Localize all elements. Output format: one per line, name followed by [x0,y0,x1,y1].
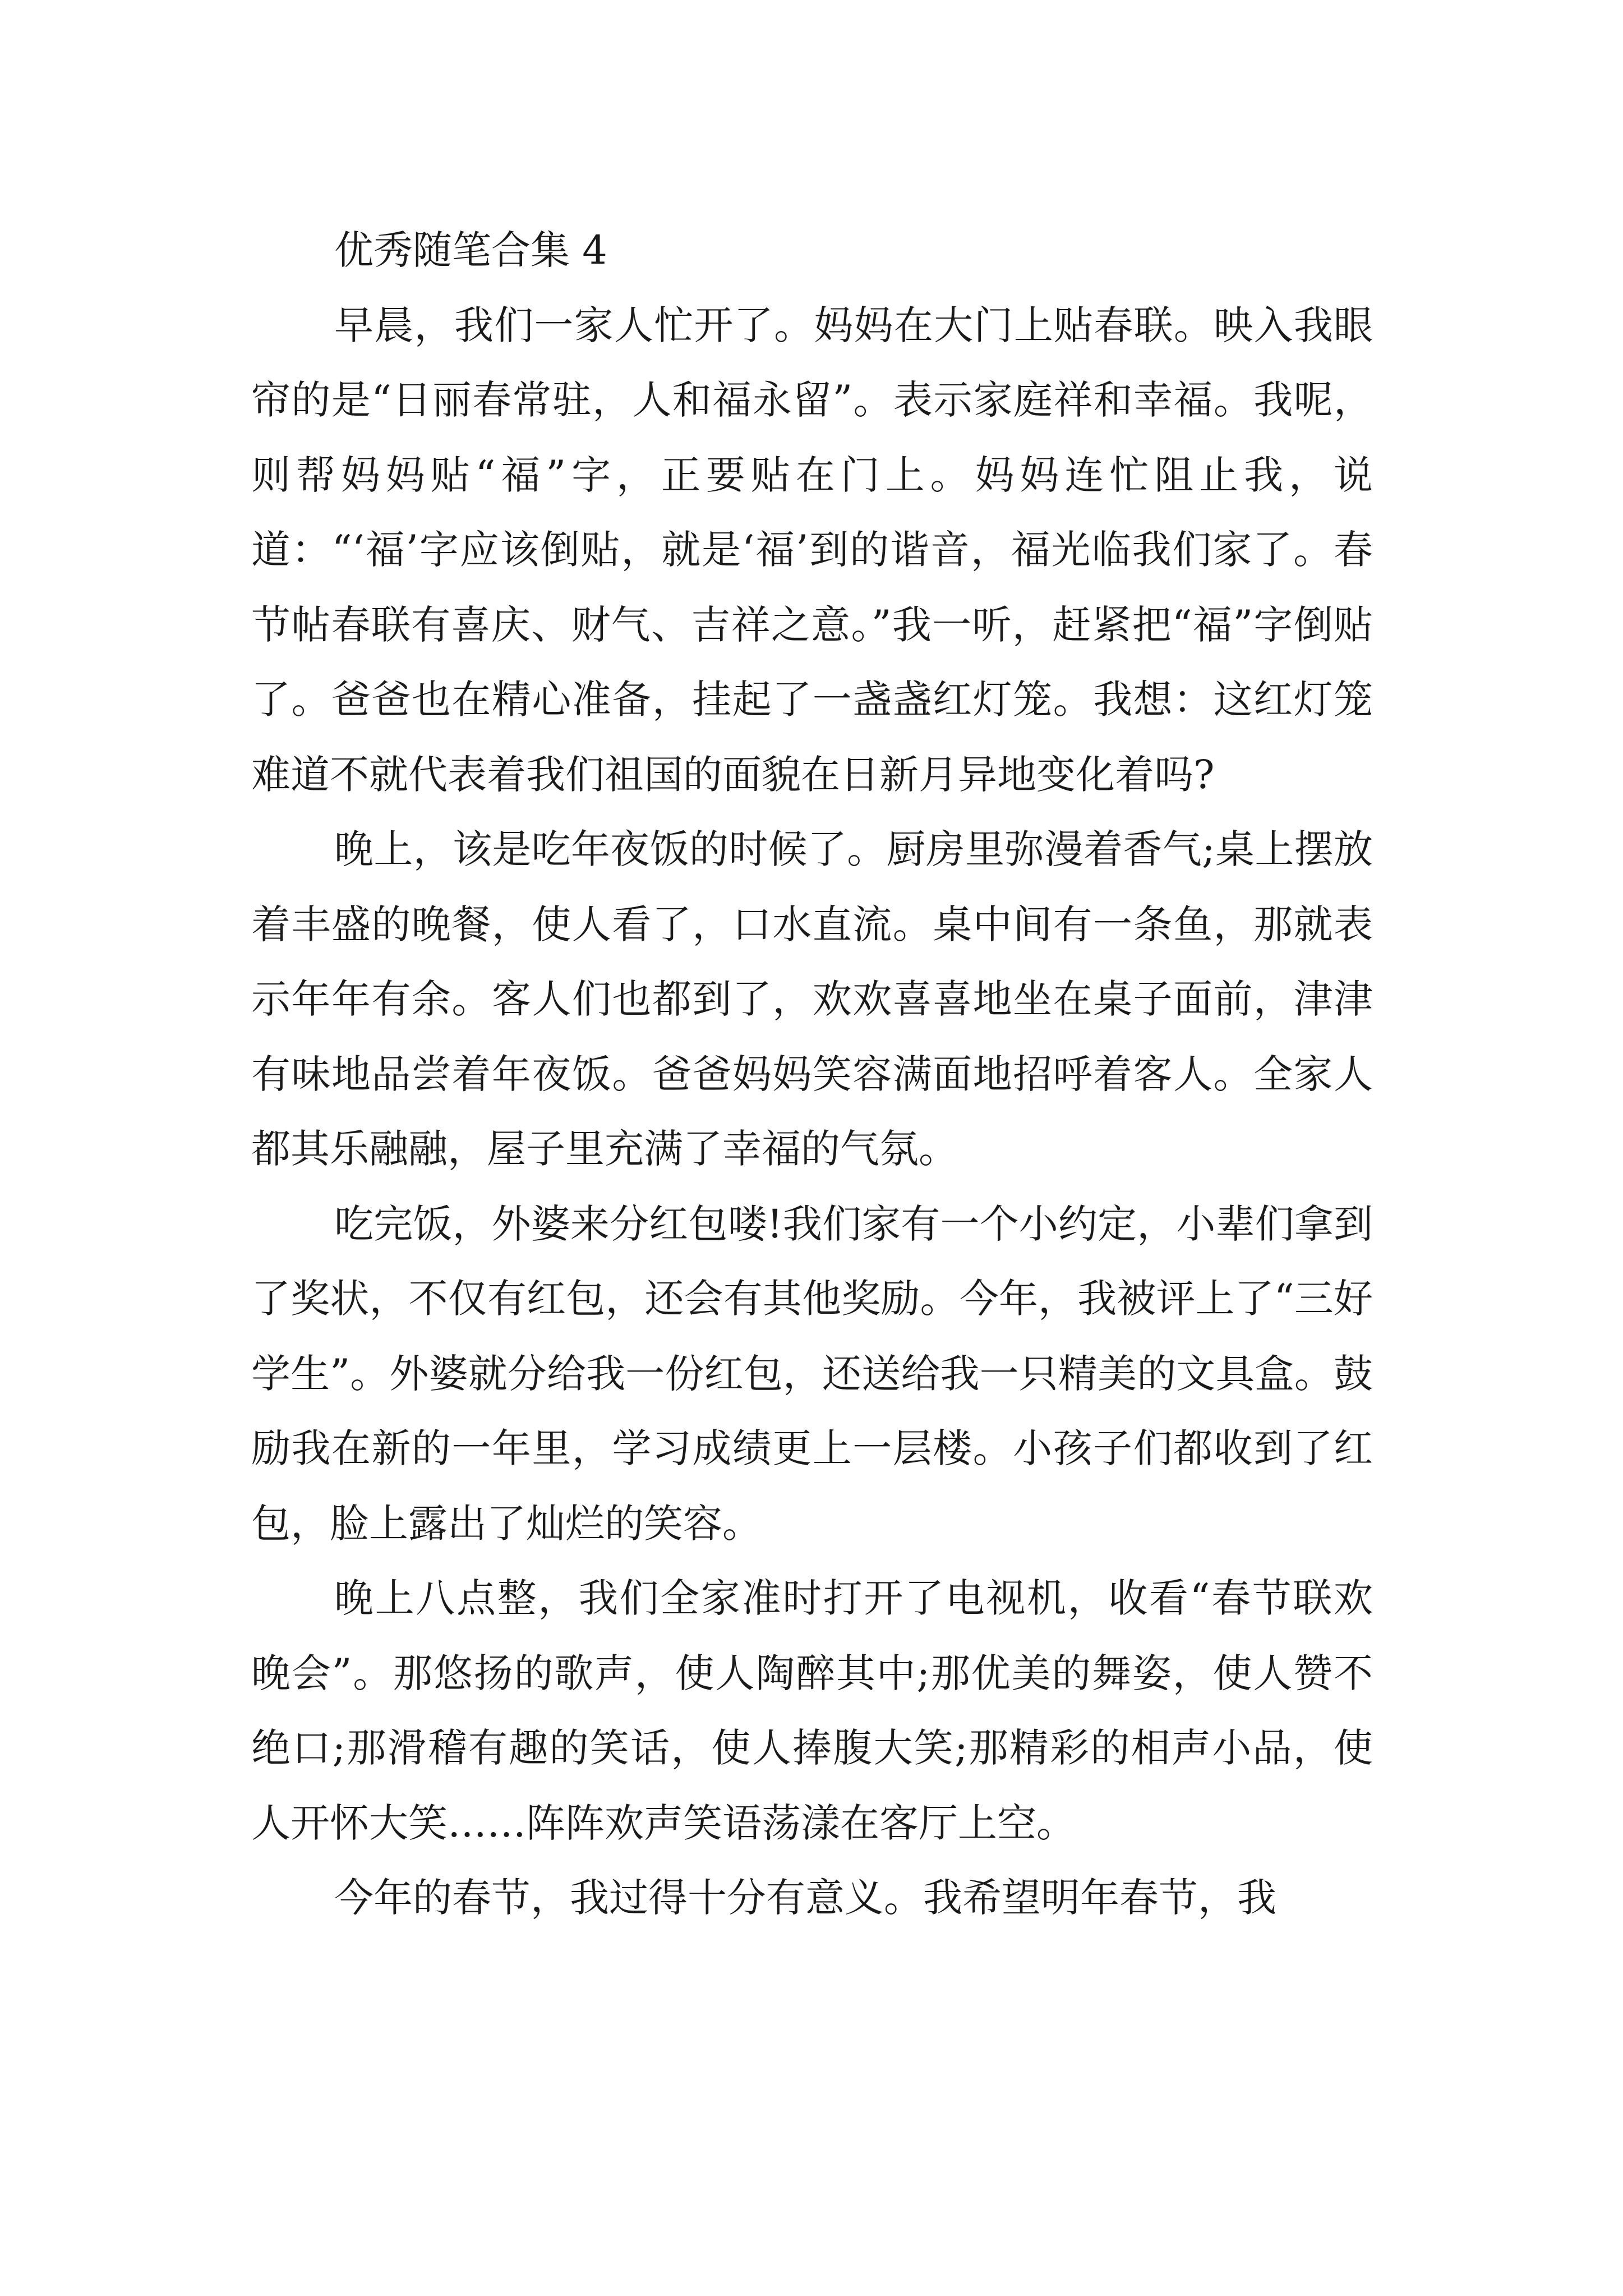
paragraph-red-envelope: 吃完饭，外婆来分红包喽!我们家有一个小约定，小辈们拿到了奖状，不仅有红包，还会有其他奖励。今年，我被评上了“三好学生”。外婆就分给我一份红包，还送给我一只精美的文具盒。鼓励我在新的一年里，学习成绩更上一层楼。小孩子们都收到了红包，脸上露出了灿烂的笑容。 [251,1200,1373,1547]
paragraph-conclusion: 今年的春节，我过得十分有意义。我希望明年春节，我 [334,1875,1276,1921]
paragraph-gala: 晚上八点整，我们全家准时打开了电视机，收看“春节联欢晚会”。那悠扬的歌声，使人陶醉其中;那优美的舞姿，使人赞不绝口;那滑稽有趣的笑话，使人捧腹大笑;那精彩的相声小品，使人开怀大笑……阵阵欢声笑语荡漾在客厅上空。 [251,1575,1373,1846]
document-title: 优秀随笔合集 4 [334,227,607,273]
paragraph-dinner: 晚上，该是吃年夜饭的时候了。厨房里弥漫着香气;桌上摆放着丰盛的晚餐，使人看了，口水直流。桌中间有一条鱼，那就表示年年有余。客人们也都到了，欢欢喜喜地坐在桌子面前，津津有味地品尝着年夜饭。爸爸妈妈笑容满面地招呼着客人。全家人都其乐融融，屋子里充满了幸福的气氛。 [251,826,1373,1172]
document-body [251,213,1373,1936]
paragraph-morning: 早晨，我们一家人忙开了。妈妈在大门上贴春联。映入我眼帘的是“日丽春常驻，人和福永留”。表示家庭祥和幸福。我呢，则帮妈妈贴“福”字，正要贴在门上。妈妈连忙阻止我，说道：“‘福’字应该倒贴，就是‘福’到的谐音，福光临我们家了。春节帖春联有喜庆、财气、吉祥之意。”我一听，赶紧把“福”字倒贴了。爸爸也在精心准备，挂起了一盏盏红灯笼。我想：这红灯笼难道不就代表着我们祖国的面貌在日新月异地变化着吗? [251,302,1373,798]
